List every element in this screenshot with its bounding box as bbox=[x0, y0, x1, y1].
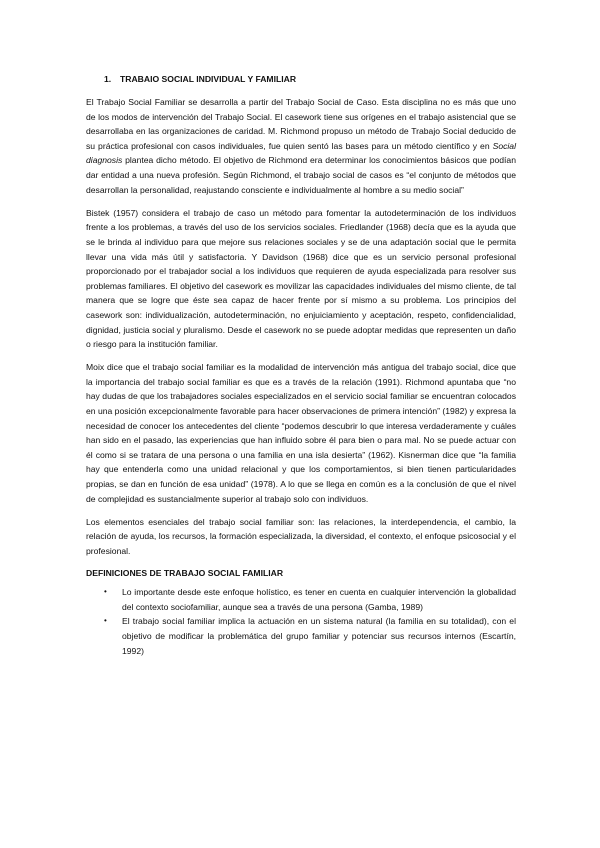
definitions-list bbox=[86, 585, 516, 658]
document-page bbox=[86, 73, 516, 658]
book-title-italic: Social diagnosis bbox=[86, 140, 516, 166]
list-item bbox=[86, 614, 516, 658]
section-title: TRABAIO SOCIAL INDIVIDUAL Y FAMILIAR bbox=[120, 74, 297, 84]
list-item-text: Lo importante desde este enfoque holístico, es tener en cuenta en cualquier intervención la globalidad del contexto sociofamiliar, aunque sea a través de una persona (Gamba, 1989) bbox=[122, 587, 516, 612]
section-heading bbox=[104, 73, 516, 85]
section-number: 1. bbox=[104, 74, 112, 84]
bullet-icon: • bbox=[104, 616, 107, 626]
definitions-heading: DEFINICIONES DE TRABAJO SOCIAL FAMILIAR bbox=[86, 568, 284, 579]
bullet-icon: • bbox=[104, 587, 107, 597]
paragraph-text: El Trabajo Social Familiar se desarrolla a partir del Trabajo Social de Caso. Esta disciplina no es más que uno de los modos de intervención del Trabajo Social. El casework tiene sus orígenes en el trabajo asistencial que se desarrollaba en las organizaciones de caridad. M. Richmond propuso un método de Trabajo Social deducido de su práctica profesional con casos individuales, fue quien sentó las bases para un método científico y en bbox=[86, 97, 516, 151]
list-item-text: El trabajo social familiar implica la actuación en un sistema natural (la familia en su totalidad), con el objetivo de modificar la problemática del grupo familiar y potenciar sus recursos internos (Escartín, 1992) bbox=[122, 616, 516, 656]
list-item bbox=[86, 585, 516, 614]
paragraph-text: plantea dicho método. El objetivo de Richmond era determinar los conocimientos básicos que podían dar entidad a una nueva profesión. Según Richmond, el trabajo social de casos es “el conjunto de métodos que desarrollan la personalidad, reajustando consciente e individualmente al hombre a su medio social” bbox=[86, 155, 516, 195]
paragraph-family-social-work: Moix dice que el trabajo social familiar es la modalidad de intervención más antigua del trabajo social, dice que la importancia del trabajo social familiar es que es a través de la relación (1991). Richmond apuntaba que “no hay dudas de que los trabajadores sociales especializados en el servicio social familiar se encuentran colocados en una posición excepcionalmente favorable para hacer observaciones de primera intención” (1982) y expresa la necesidad de conocer los antecedentes del cliente “podemos descubrir lo que interesa verdaderamente y cuáles han sido en el pasado, las experiencias que han influido sobre él para bien o para mal. No se puede actuar con él como si se tratara de una persona o una familia en una isla desierta” (1962). Kisnerman dice que “la familia hay que entenderla como una unidad relacional y que los comportamientos, si bien tienen particularidades propias, se dan en función de esa unidad” (1978). A lo que se llega en común es a la conclusión de que el nivel de complejidad es sustancialmente superior al trabajo solo con individuos. bbox=[86, 362, 516, 504]
paragraph-casework-origins bbox=[86, 95, 516, 197]
paragraph-casework-definitions: Bistek (1957) considera el trabajo de caso un método para fomentar la autodeterminación de los individuos frente a los problemas, a través del uso de los servicios sociales. Friedlander (1968) decía que es la ayuda que se le brinda al individuo para que mejore sus relaciones sociales y se de una adaptación social que le permita llevar una vida más útil y satisfactoria. Y Davidson (1968) dice que es un servicio personal profesional proporcionado por el trabajador social a los individuos que requieren de ayuda especializada para resolver sus problemas familiares. El objetivo del casework es movilizar las capacidades individuales del mismo cliente, de tal manera que se logre que éste sea capaz de hacer frente por sí mismo a su problema. Los principios del casework son: individualización, autodeterminación, no enjuiciamiento y aceptación, respeto, confidencialidad, dignidad, justicia social y pluralismo. Desde el casework no se puede adoptar medidas que representen un daño o riesgo para la institución familiar. bbox=[86, 207, 516, 350]
paragraph-essential-elements: Los elementos esenciales del trabajo social familiar son: las relaciones, la interdependencia, el cambio, la relación de ayuda, los recursos, la formación especializada, la diversidad, el contexto, el enfoque psicosocial y el profesional. bbox=[86, 516, 516, 556]
